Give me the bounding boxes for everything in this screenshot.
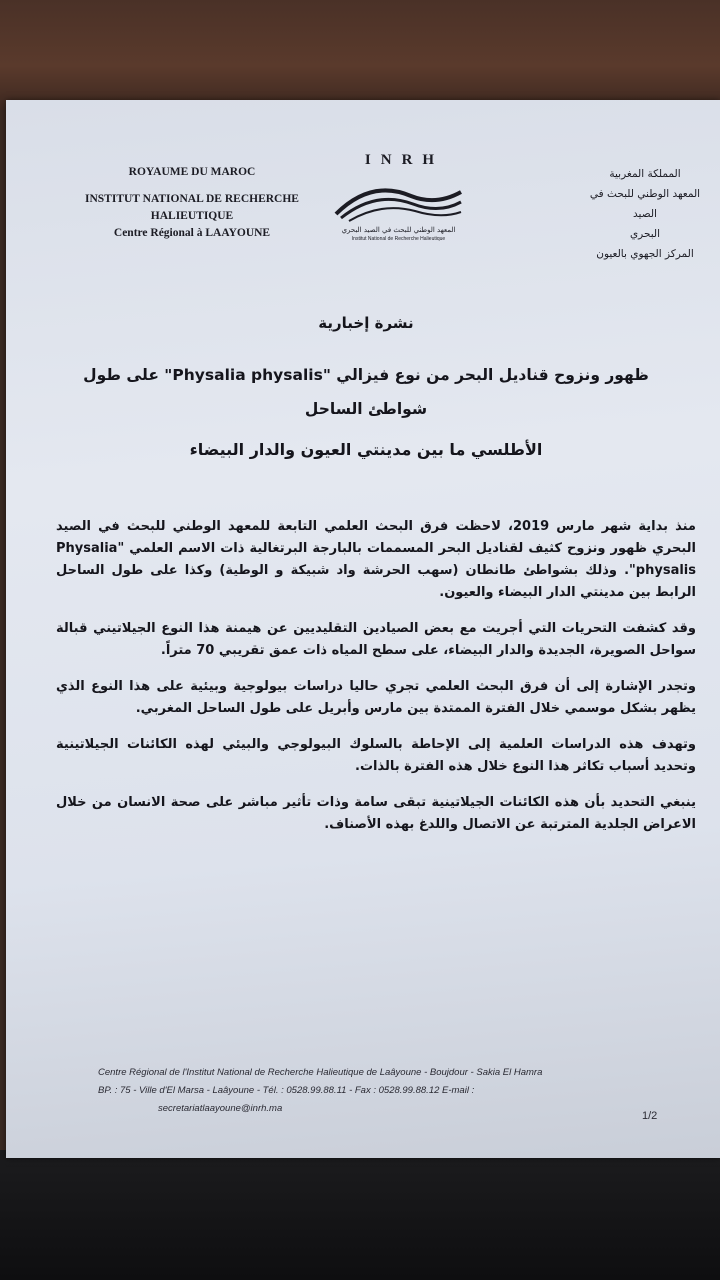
- document-type-title: نشرة إخبارية: [318, 314, 414, 332]
- kingdom-fr: ROYAUME DU MAROC: [128, 166, 256, 178]
- headline-line1: ظهور ونزوح قناديل البحر من نوع فيزالي "Physalia physalis" على طول: [83, 366, 649, 384]
- document-body: [56, 516, 696, 850]
- header-left-french: [62, 164, 322, 242]
- wave-icon: [331, 174, 466, 226]
- footer-email: secretariatlaayoune@inrh.ma: [158, 1103, 283, 1114]
- logo-acronym: INRH: [364, 152, 445, 168]
- dark-bottom-area: [0, 1150, 720, 1280]
- headline-line2: شواطئ الساحل: [304, 400, 428, 418]
- headline: [46, 358, 686, 426]
- page-number: 1/2: [642, 1110, 658, 1122]
- logo-arabic: المعهد الوطني للبحث في الصيد البحري: [341, 226, 456, 234]
- institute-fr-line1: INSTITUT NATIONAL DE RECHERCHE: [85, 193, 299, 205]
- headline-line3: الأطلسي ما بين مدينتي العيون والدار البيضاء: [189, 440, 543, 459]
- inrh-logo: [331, 152, 466, 252]
- centre-ar: المركز الجهوي بالعيون: [596, 248, 694, 260]
- footer-line1: Centre Régional de l'Institut National de Recherche Halieutique de Laâyoune - Boujdour - Sakia El Hamra: [98, 1067, 543, 1078]
- institute-ar-line2: البحري: [629, 228, 661, 240]
- table-background: [0, 0, 720, 110]
- paragraph: وتهدف هذه الدراسات العلمية إلى الإحاطة بالسلوك البيولوجي والبيئي لهذه الكائنات الجيلاتينية وتحديد أسباب تكاثر هذا النوع خلال هذه الفترة بالذات.: [56, 737, 696, 774]
- footer-line2: BP. : 75 - Ville d'El Marsa - Laâyoune - Tél. : 0528.99.88.11 - Fax : 0528.99.88.12 E-mail :: [98, 1085, 475, 1096]
- header-right-arabic: [580, 164, 710, 264]
- centre-fr: Centre Régional à LAAYOUNE: [113, 227, 271, 239]
- kingdom-ar: المملكة المغربية: [609, 168, 681, 180]
- document-page: [6, 100, 720, 1158]
- paragraph: وتجدر الإشارة إلى أن فرق البحث العلمي تجري حاليا دراسات بيولوجية وبيئية على هذا النوع الذي يظهر بشكل موسمي خلال الفترة الممتدة بين مارس وأبريل على طول الساحل المغربي.: [56, 679, 696, 716]
- institute-ar-line1: المعهد الوطني للبحث في الصيد: [589, 188, 701, 220]
- paragraph: منذ بداية شهر مارس 2019، لاحظت فرق البحث العلمي التابعة للمعهد الوطني للبحث في الصيد البحري ظهور ونزوح كثيف لقناديل البحر المسممات بالبارجة البرتغالية ذات الاسم العلمي "Physalia physalis". وذلك بشواطئ طانطان (سهب الحرشة واد شبيكة و الوطية) وكذا على طول الساحل الرابط بين مدينتي الدار البيضاء والعيون.: [56, 519, 696, 600]
- logo-french: Institut National de Recherche Halieutique: [351, 236, 446, 242]
- footer-address: [98, 1064, 678, 1118]
- institute-fr-line2: HALIEUTIQUE: [150, 210, 234, 222]
- paragraph: وقد كشفت التحريات التي أجريت مع بعض الصيادين التقليديين عن هيمنة هذا النوع الجيلاتيني قبالة سواحل الصويرة، الجديدة والدار البيضاء، على سطح المياه ذات عمق تقريبي 70 متراً.: [56, 621, 696, 658]
- paragraph: ينبغي التحديد بأن هذه الكائنات الجيلاتينية تبقى سامة وذات تأثير مباشر على صحة الانسان من خلال الاعراض الجلدية المترتبة عن الاتصال واللدغ بهذه الأصناف.: [56, 795, 696, 832]
